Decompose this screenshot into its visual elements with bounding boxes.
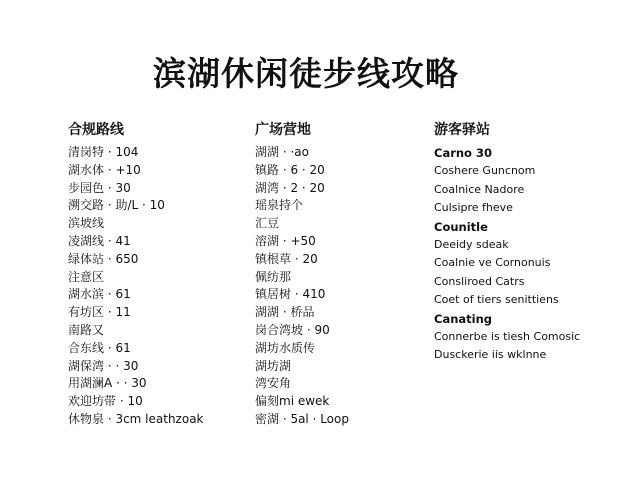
list-item: 湖湖 · 桥品 [255,305,315,320]
list-item: Coshere Guncnom [434,164,536,178]
list-item: Consliroed Catrs [434,274,525,288]
list-item: 溶湖 · +50 [255,233,316,248]
page-title: 滨湖休闲徒步线攻略 [153,54,459,93]
list-item: 镇根草 · 20 [255,251,318,266]
list-item: Dusckerie iis wklnne [434,348,547,362]
list-item: Carno 30 [434,146,492,160]
list-item: 滨坡线 [68,216,105,231]
list-item: Canating [434,311,493,326]
list-item: 湖坊水质传 [255,340,316,355]
list-item: 用湖澜A · · 30 [68,376,147,391]
list-item: 镇路 · 6 · 20 [255,162,325,177]
column-compliant-routes [68,120,238,429]
list-item: 密湖 · 5al · Loop [255,411,349,426]
column-heading: 游客驿站 [434,122,490,138]
list-item: 岗合湾坡 · 90 [255,322,330,337]
list-item: 湖坊湖 [255,358,292,373]
list-item: 南路又 [68,322,105,337]
list-item: 绿体站 · 650 [68,251,139,266]
list-item: 凌湖线 · 41 [68,233,131,248]
list-item: Deeidy sdeak [434,237,509,251]
list-item: Coalnice Nadore [434,182,525,196]
list-item: 湖水滨 · 61 [68,287,131,302]
list-item: 湖湖 · ·ao [255,145,309,159]
column-visitor-stations [434,120,634,365]
list-item: 休物泉 · 3cm leathzoak [68,411,204,426]
list-item: 清岗特 · 104 [68,145,139,159]
list-item: 注意区 [68,269,105,284]
list-item: 瑶泉持个 [255,198,304,213]
list-item: 合东线 · 61 [68,340,131,355]
list-item: Culsipre fheve [434,201,513,215]
list-item: 欢迎坊带 · 10 [68,394,143,409]
list-item: Counitle [434,219,488,234]
station-list [434,144,634,365]
list-item: 步园色 · 30 [68,180,131,195]
list-item: 溯交路 · 助/L · 10 [68,198,165,213]
campsite-list [255,144,415,429]
list-item: 汇豆 [255,216,280,231]
list-item: Coet of tiers senittiens [434,293,559,307]
list-item: Coalnie ve Cornonuis [434,256,551,270]
list-item: Connerbe is tiesh Comosic [434,329,581,343]
list-item: 湖保湾 · · 30 [68,358,139,373]
column-heading: 合规路线 [68,122,124,138]
route-list [68,144,238,429]
column-heading: 广场营地 [255,122,311,138]
list-item: 偏刻mi ewek [255,394,330,409]
list-item: 佩纺那 [255,269,292,284]
list-item: 镇居树 · 410 [255,287,326,302]
column-campsites [255,120,415,429]
list-item: 湖水体 · +10 [68,162,141,177]
list-item: 湾安角 [255,376,292,391]
list-item: 湖湾 · 2 · 20 [255,180,325,195]
list-item: 有坊区 · 11 [68,305,131,320]
